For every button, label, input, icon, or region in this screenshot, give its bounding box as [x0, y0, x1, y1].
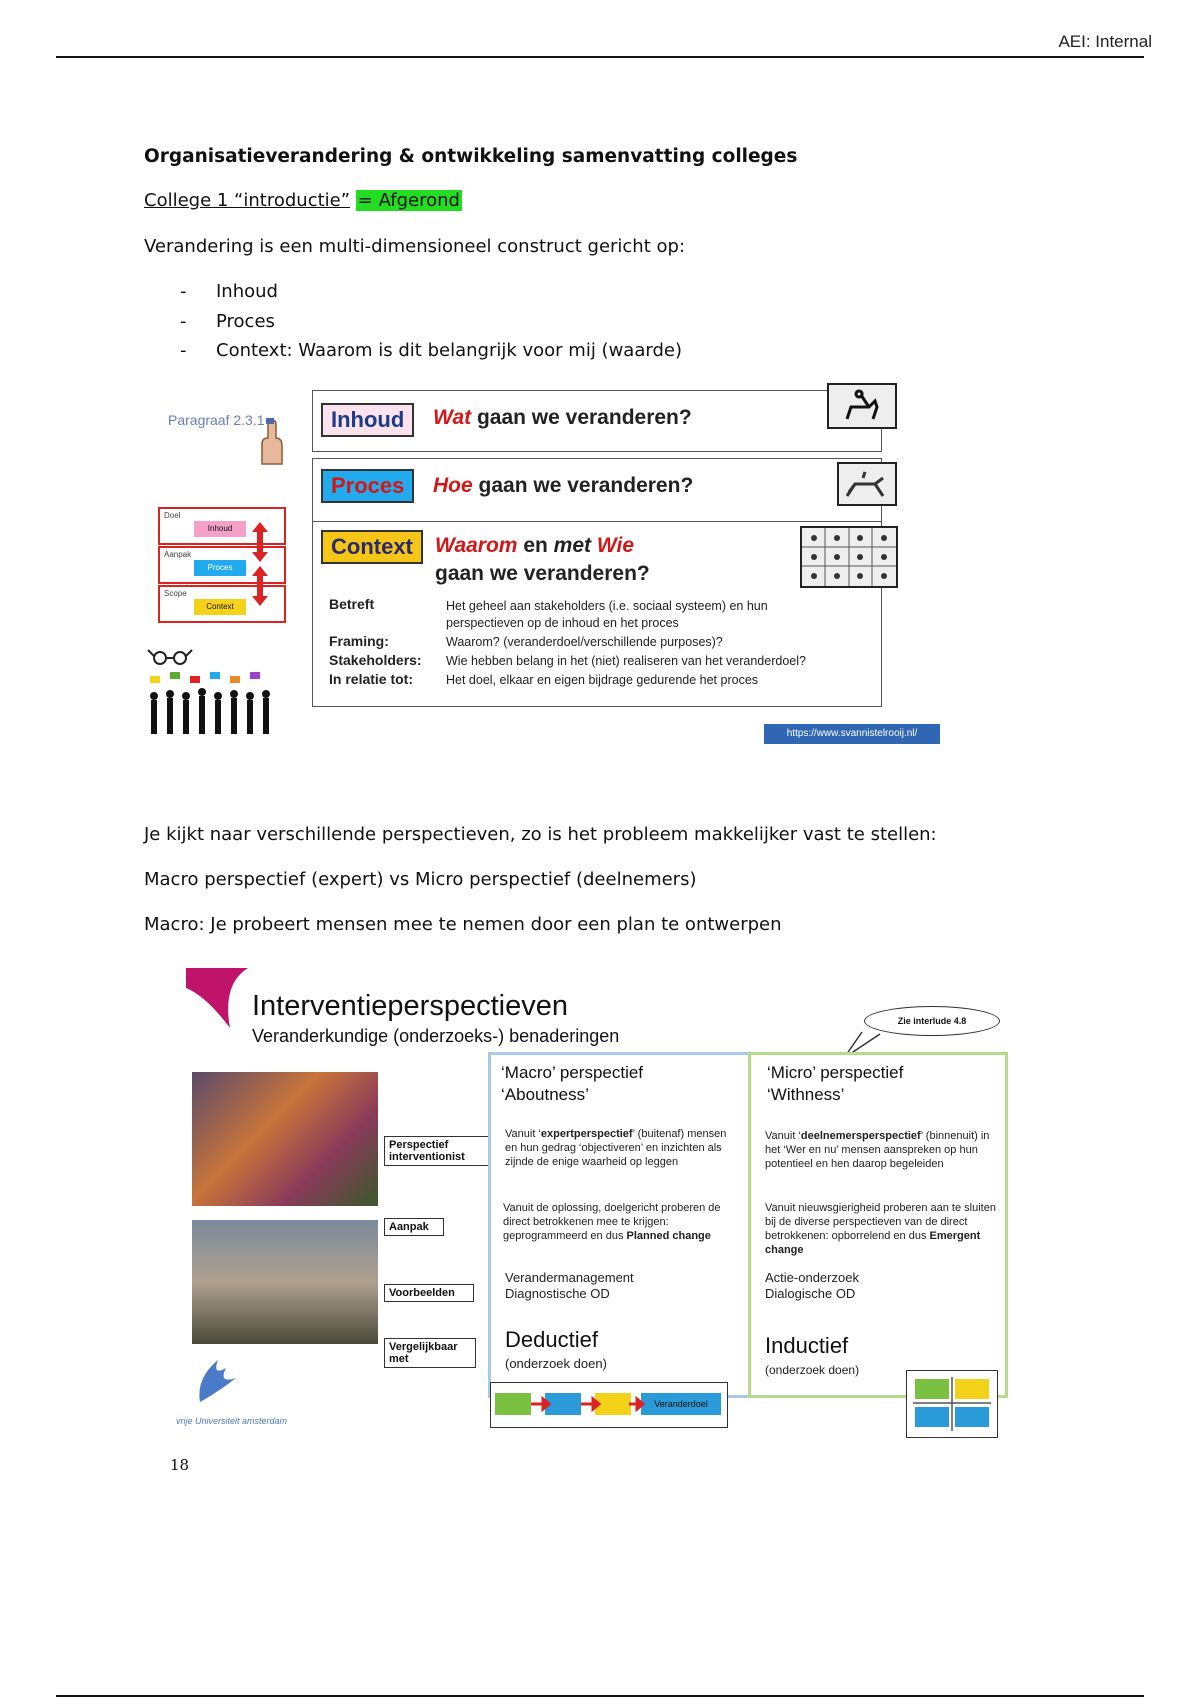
micro-panel: ‘Micro’ perspectief ‘Withness’ Vanuit ‘deelnemersperspectief’ (binnenuit) in het ‘Wer en nu’ mensen aanspreken op hun potentieel en hen daarop begeleiden Vanuit nieuwsgierigheid proberen aan te sluiten bij de diverse perspectieven van de direct betrokkenen: opborrelend en dus Emergent change Actie-onderzoek Dialogische OD Inductief (onderzoek doen) — [748, 1052, 1008, 1398]
flow-diagram — [490, 1382, 728, 1428]
photo-grid-icon — [800, 526, 898, 588]
slide-subtitle: Veranderkundige (onderzoeks-) benaderingen — [252, 1026, 620, 1046]
university-name: vrije Universiteit amsterdam — [176, 1416, 288, 1426]
double-arrow-icon — [250, 520, 270, 615]
document-title: Organisatieverandering & ontwikkeling samenvatting colleges — [144, 146, 798, 167]
mini-diagram-row: Aanpak Proces — [158, 546, 286, 584]
brand-swoosh-icon — [186, 968, 248, 1033]
row-label-perspectief: Perspectief interventionist — [384, 1136, 490, 1166]
paragraph: Je kijkt naar verschillende perspectieven, zo is het probleem makkelijker vast te stellen: — [144, 824, 937, 845]
source-url[interactable]: https://www.svannistelrooij.nl/ — [764, 724, 940, 744]
row-label-voorbeelden: Voorbeelden — [384, 1284, 474, 1302]
context-box: Context Waarom en met Wie gaan we veranderen? Betreft Het geheel aan stakeholders (i.e. sociaal systeem) en hun perspectieven op de inhoud en het proces Framing: Waarom? (veranderdoel/verschillende purposes)? Stakeholders: Wie hebben belang in het (niet) realiseren van het veranderdoel? In relatie tot: Het doel, elkaar en eigen bijdrage gedurende het proces — [312, 521, 882, 707]
macro-panel: ‘Macro’ perspectief ‘Aboutness’ Vanuit ‘expertperspectief’ (buitenaf) mensen en hun gedrag ‘objectiveren’ en inzichten als zijnde de enige waarheid op leggen Vanuit de oplossing, doelgericht proberen de direct betrokkenen mee te krijgen: geprogrammeerd en dus Planned change Verandermanagement Diagnostische OD Deductief (onderzoek doen) — [488, 1052, 756, 1398]
mini-diagram-row: Scope Context — [158, 585, 286, 623]
iterative-diagram-icon — [906, 1370, 998, 1438]
glasses-icon — [146, 646, 196, 671]
slide-title: Interventieperspectieven — [252, 990, 568, 1022]
paragraph: Macro: Je probeert mensen mee te nemen door een plan te ontwerpen — [144, 914, 782, 935]
flow-goal: Veranderdoel — [641, 1393, 721, 1415]
list-item: - Inhoud — [180, 281, 278, 302]
list-item: - Proces — [180, 311, 275, 332]
photo-group — [192, 1220, 378, 1344]
footer-rule — [56, 1695, 1144, 1697]
classification-label: AEI: Internal — [1058, 32, 1152, 51]
page-number: 18 — [170, 1456, 190, 1474]
intro-paragraph: Verandering is een multi-dimensioneel construct gericht op: — [144, 236, 686, 257]
flow-arrow-icon — [529, 1395, 649, 1413]
university-logo-icon — [178, 1358, 258, 1409]
pointing-hand-icon — [256, 418, 286, 466]
proces-row: Proces Hoe gaan we veranderen? — [312, 458, 882, 522]
college-heading — [144, 190, 462, 211]
flow-step — [495, 1393, 531, 1415]
running-horse-icon — [837, 462, 897, 506]
status-highlight: = Afgerond — [357, 190, 460, 211]
college-name: College 1 “introductie” — [144, 190, 351, 211]
list-item: - Context: Waarom is dit belangrijk voor mij (waarde) — [180, 340, 682, 361]
paragraph-reference: Paragraaf 2.3.1 — [168, 412, 265, 428]
photo-crowd — [192, 1072, 378, 1206]
inhoud-row: Inhoud Wat gaan we veranderen? — [312, 390, 882, 452]
horse-rider-icon — [827, 383, 897, 429]
crowd-speech-icon — [146, 670, 276, 747]
header-rule — [56, 56, 1144, 58]
mini-diagram-row: Doel Inhoud — [158, 507, 286, 545]
row-label-vergelijkbaar: Vergelijkbaar met — [384, 1338, 476, 1368]
paragraph: Macro perspectief (expert) vs Micro perspectief (deelnemers) — [144, 869, 697, 890]
speech-bubble: Zie interlude 4.8 — [864, 1006, 1000, 1036]
row-label-aanpak: Aanpak — [384, 1218, 444, 1236]
